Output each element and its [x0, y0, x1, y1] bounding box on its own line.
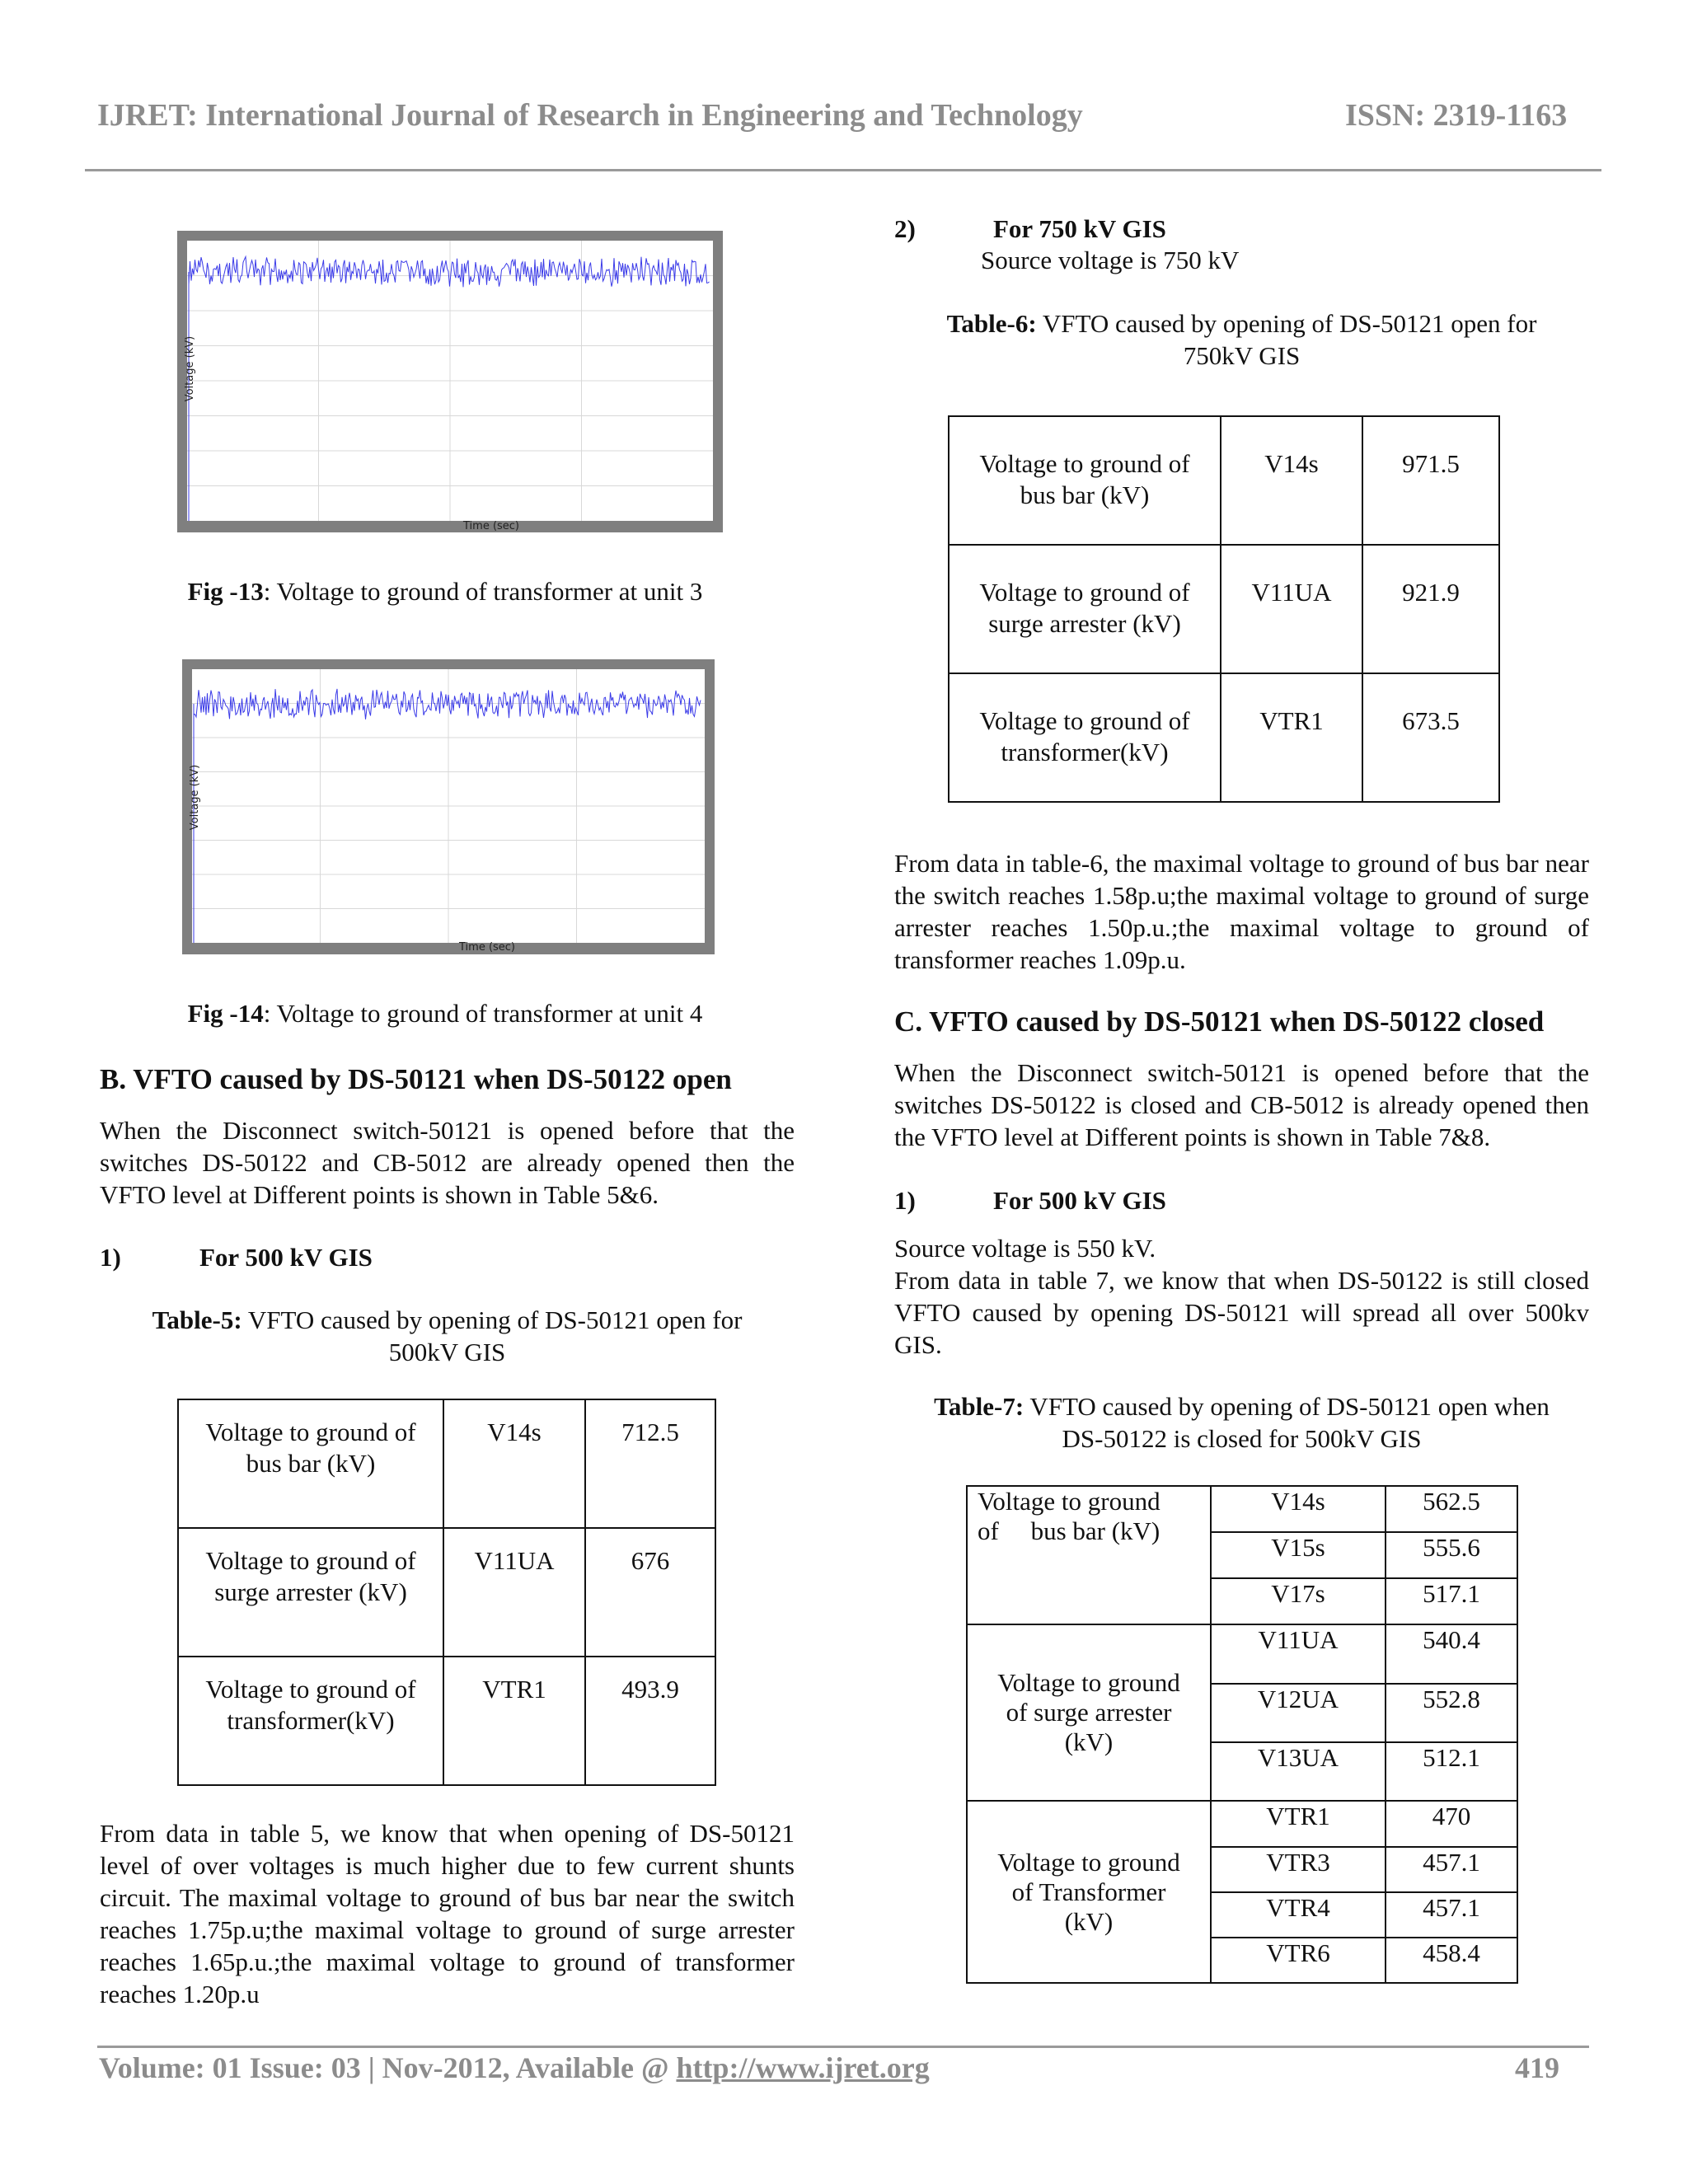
table-cell: Voltage to ground of transformer(kV) — [178, 1657, 443, 1785]
table-cell: 712.5 — [585, 1399, 715, 1528]
table-cell: 517.1 — [1386, 1578, 1517, 1624]
figure-13-plot — [177, 231, 723, 532]
table-cell: V17s — [1211, 1578, 1386, 1624]
section-c-source: Source voltage is 550 kV. — [894, 1234, 1156, 1263]
table-cell: 555.6 — [1386, 1532, 1517, 1578]
issn: ISSN: 2319-1163 — [1345, 98, 1568, 133]
table-cell: Voltage to ground of transformer(kV) — [949, 673, 1221, 802]
table-5-caption-line1: VFTO caused by opening of DS-50121 open for — [241, 1305, 743, 1334]
figure-14-caption-text: : Voltage to ground of transformer at unit 4 — [263, 999, 703, 1028]
figure-14-xlabel: Time (sec) — [459, 941, 516, 954]
table-5-caption — [100, 1304, 795, 1368]
table-7-caption-line1: VFTO caused by opening of DS-50121 open when — [1024, 1392, 1550, 1421]
table-cell: V14s — [1221, 416, 1362, 545]
table-cell: 512.1 — [1386, 1742, 1517, 1801]
table-row — [967, 1486, 1517, 1532]
footer-url-link[interactable]: http://www.ijret.org — [676, 2051, 930, 2084]
table-cell: Voltage to ground of surge arrester (kV) — [967, 1624, 1211, 1801]
table-cell: VTR3 — [1211, 1847, 1386, 1892]
table-cell: 457.1 — [1386, 1892, 1517, 1938]
table-cell: V13UA — [1211, 1742, 1386, 1801]
table-cell: 562.5 — [1386, 1486, 1517, 1532]
figure-14-waveform — [192, 669, 705, 943]
table-6 — [948, 415, 1500, 803]
figure-14-plot — [182, 659, 715, 954]
section-b-sub-number: 1) — [100, 1243, 121, 1272]
table-cell: V14s — [1211, 1486, 1386, 1532]
table-cell: V11UA — [1221, 545, 1362, 673]
table-cell: V11UA — [443, 1528, 585, 1657]
table-cell: V14s — [443, 1399, 585, 1528]
section-b2-source: Source voltage is 750 kV — [981, 246, 1240, 274]
table-cell: VTR1 — [1211, 1801, 1386, 1847]
table-row — [967, 1801, 1517, 1847]
figure-13-label: Fig -13 — [187, 577, 264, 606]
figure-13-ylabel: Voltage (kV) — [184, 335, 197, 402]
table-cell: 458.4 — [1386, 1938, 1517, 1983]
table-7-caption — [894, 1390, 1589, 1455]
section-b-paragraph: When the Disconnect switch-50121 is opened before that the switches DS-50122 and CB-5012 are already opened then the VFTO level at Different points is shown in Table 5&6. — [100, 1116, 795, 1209]
footer-volume-text: Volume: 01 Issue: 03 | Nov-2012, Available @ — [99, 2051, 677, 2084]
figure-13-xlabel: Time (sec) — [463, 520, 520, 532]
table-7-caption-line2: DS-50122 is closed for 500kV GIS — [1062, 1424, 1422, 1453]
table-cell: Voltage to ground of surge arrester (kV) — [178, 1528, 443, 1657]
table-7-label: Table-7: — [934, 1392, 1025, 1421]
table-row — [178, 1399, 715, 1528]
section-c-sub-title: For 500 kV GIS — [993, 1186, 1166, 1215]
journal-title: IJRET: International Journal of Research in Engineering and Technology — [97, 98, 1083, 133]
table-row — [178, 1657, 715, 1785]
figure-13-waveform — [187, 241, 713, 521]
section-b-after-paragraph: From data in table 5, we know that when opening of DS-50121 level of over voltages is much higher due to few current shunts circuit. The maximal voltage to ground of bus bar near the switch reaches 1.75p.u;the maximal voltage to ground of surge arrester reaches 1.65p.u.;the maximal voltage to ground of transformer reaches 1.20p.u — [100, 1819, 795, 2008]
section-b2-after-paragraph: From data in table-6, the maximal voltage to ground of bus bar near the switch reaches 1.58p.u;the maximal voltage to ground of surge arrester reaches 1.50p.u.;the maximal voltage to ground of transformer reaches 1.09p.u. — [894, 849, 1589, 974]
table-cell: VTR1 — [1221, 673, 1362, 802]
table-cell: VTR6 — [1211, 1938, 1386, 1983]
table-5-label: Table-5: — [152, 1305, 242, 1334]
table-cell: 676 — [585, 1528, 715, 1657]
table-cell: 470 — [1386, 1801, 1517, 1847]
section-c-paragraph: When the Disconnect switch-50121 is opened before that the switches DS-50122 is closed and CB-5012 is already opened then the VFTO level at Different points is shown in Table 7&8. — [894, 1058, 1589, 1151]
figure-14-label: Fig -14 — [187, 999, 264, 1028]
table-cell: 552.8 — [1386, 1684, 1517, 1742]
table-cell: 457.1 — [1386, 1847, 1517, 1892]
table-cell: 540.4 — [1386, 1624, 1517, 1684]
table-cell: Voltage to ground of surge arrester (kV) — [949, 545, 1221, 673]
section-b-heading: B. VFTO caused by DS-50121 when DS-50122 open — [100, 1063, 732, 1095]
table-6-caption-line2: 750kV GIS — [1183, 341, 1301, 370]
section-b-sub-title: For 500 kV GIS — [199, 1243, 373, 1272]
table-cell: Voltage to ground of bus bar (kV) — [949, 416, 1221, 545]
table-cell: Voltage to ground of bus bar (kV) — [967, 1486, 1211, 1624]
waveform-line — [189, 257, 710, 522]
table-cell: V15s — [1211, 1532, 1386, 1578]
table-7 — [966, 1485, 1518, 1984]
footer-divider — [97, 2046, 1589, 2048]
figure-14-caption — [99, 997, 791, 1029]
table-cell: 971.5 — [1362, 416, 1499, 545]
table-6-caption-line1: VFTO caused by opening of DS-50121 open for — [1036, 309, 1537, 338]
table-cell: Voltage to ground of bus bar (kV) — [178, 1399, 443, 1528]
page-number: 419 — [1515, 2051, 1559, 2084]
header-divider — [85, 169, 1601, 171]
figure-13-caption-text: : Voltage to ground of transformer at unit 3 — [263, 577, 703, 606]
figure-14-ylabel: Voltage (kV) — [189, 764, 202, 831]
waveform-line — [194, 689, 701, 943]
table-cell: 493.9 — [585, 1657, 715, 1785]
table-row — [949, 673, 1499, 802]
table-5 — [177, 1399, 716, 1786]
table-row — [178, 1528, 715, 1657]
section-b2-sub-title: For 750 kV GIS — [993, 214, 1166, 243]
table-row — [967, 1624, 1517, 1684]
table-5-caption-line2: 500kV GIS — [388, 1338, 506, 1366]
table-cell: V12UA — [1211, 1684, 1386, 1742]
section-c-paragraph-2: From data in table 7, we know that when DS-50122 is still closed VFTO caused by opening DS-50121 will spread all over 500kv GIS. — [894, 1266, 1589, 1359]
table-cell: VTR4 — [1211, 1892, 1386, 1938]
table-cell: VTR1 — [443, 1657, 585, 1785]
figure-13-caption — [99, 575, 791, 607]
table-row — [949, 545, 1499, 673]
section-b2-sub-number: 2) — [894, 214, 916, 243]
table-6-label: Table-6: — [946, 309, 1037, 338]
table-cell: 673.5 — [1362, 673, 1499, 802]
footer-volume — [99, 2050, 930, 2085]
table-6-caption — [894, 307, 1589, 372]
table-cell: Voltage to ground of Transformer (kV) — [967, 1801, 1211, 1983]
section-c-heading: C. VFTO caused by DS-50121 when DS-50122 closed — [894, 1005, 1545, 1038]
table-cell: 921.9 — [1362, 545, 1499, 673]
table-row — [949, 416, 1499, 545]
section-c-sub-number: 1) — [894, 1186, 916, 1215]
table-cell: V11UA — [1211, 1624, 1386, 1684]
